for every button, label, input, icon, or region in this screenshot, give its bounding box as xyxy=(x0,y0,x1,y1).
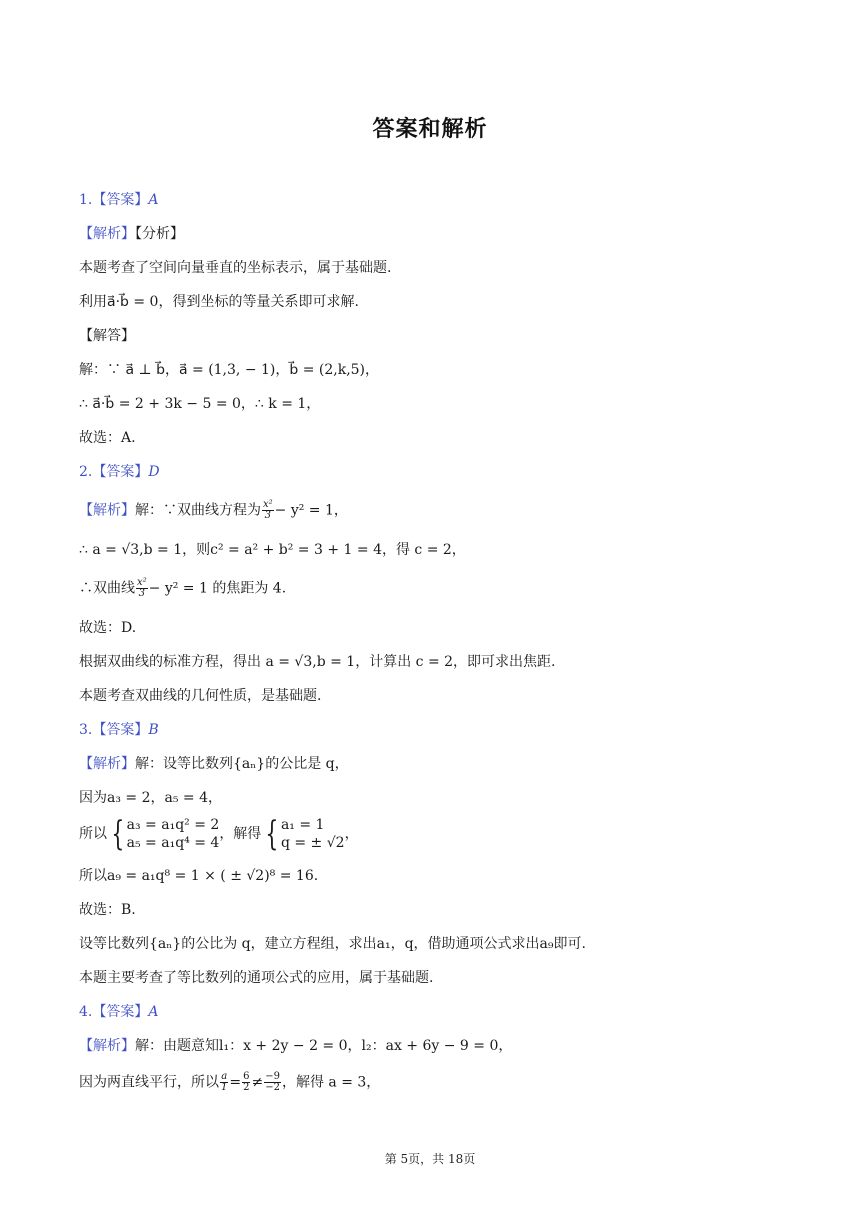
q2-analysis-line xyxy=(79,500,348,521)
text-line: 根据双曲线的标准方程，得出 a = √3,b = 1，计算出 c = 2，即可求出焦距. xyxy=(79,654,556,670)
analysis-tag: 【解析】 xyxy=(79,226,135,242)
text-segment: 所以 xyxy=(79,826,107,842)
text-line: 所以a₉ = a₁q⁸ = 1 × ( ± √2)⁸ = 16. xyxy=(79,868,319,884)
analysis-tag: 【解析】 xyxy=(79,502,135,519)
system-row: a₅ = a₁q⁴ = 4 xyxy=(126,835,220,851)
analysis-tag: 【解析】 xyxy=(79,1038,135,1054)
equation-system-line xyxy=(79,816,359,852)
page-title: 答案和解析 xyxy=(372,117,488,142)
answer-value: D xyxy=(148,464,160,480)
answer-value: A xyxy=(148,192,159,208)
text-segment: 解：设等比数列{aₙ}的公比是 q， xyxy=(135,756,349,772)
left-brace: { xyxy=(265,814,279,854)
text-line-frac xyxy=(79,1072,380,1093)
equals-sign: = xyxy=(229,1074,242,1091)
equation-system xyxy=(281,816,345,852)
answer-value: B xyxy=(148,722,159,738)
question-number: 4. xyxy=(79,1004,93,1020)
q4-analysis-line xyxy=(79,1036,512,1056)
fraction-denominator: −2 xyxy=(265,1082,280,1093)
fraction-denominator: 2 xyxy=(243,1082,250,1093)
text-line: ∴ a = √3,b = 1，则c² = a² + b² = 3 + 1 = 4，得 c = 2， xyxy=(79,542,466,558)
text-line: 因为a₃ = 2，a₅ = 4， xyxy=(79,790,222,806)
fraction-numerator: 6 xyxy=(243,1071,250,1082)
fraction xyxy=(136,578,148,599)
text-line: 故选：A. xyxy=(79,430,136,446)
page-footer: 第 5页，共 18页 xyxy=(384,1152,476,1166)
not-equal-sign: ≠ xyxy=(251,1074,264,1091)
fenxi-tag: 【分析】 xyxy=(135,226,184,242)
fraction-numerator: a xyxy=(221,1071,228,1082)
system-row: a₃ = a₁q² = 2 xyxy=(126,817,220,833)
text-line: ∴ a⃗·b⃗ = 2 + 3k − 5 = 0，∴ k = 1， xyxy=(79,396,321,412)
left-brace: { xyxy=(111,814,125,854)
q3-analysis-line xyxy=(79,754,349,774)
answer-tag: 【答案】 xyxy=(92,192,149,208)
fraction-numerator: x² xyxy=(137,577,147,588)
fraction-denominator: 3 xyxy=(138,588,146,599)
answer-tag: 【答案】 xyxy=(92,722,149,738)
text-segment: ∴双曲线 xyxy=(79,580,135,597)
equation-system xyxy=(127,816,220,852)
text-line: 本题考查双曲线的几何性质，是基础题. xyxy=(79,688,322,704)
answer-value: A xyxy=(148,1004,159,1020)
answer-tag: 【答案】 xyxy=(92,1004,149,1020)
text-line: 设等比数列{aₙ}的公比为 q，建立方程组，求出a₁，q，借助通项公式求出a₉即可. xyxy=(79,936,586,952)
question-number: 3. xyxy=(79,722,93,738)
answer-tag: 【答案】 xyxy=(92,464,149,480)
fraction xyxy=(262,500,274,521)
text-line: 本题考查了空间向量垂直的坐标表示，属于基础题. xyxy=(79,260,392,276)
text-segment: 解：由题意知l₁：x + 2y − 2 = 0，l₂：ax + 6y − 9 = 0， xyxy=(135,1038,513,1054)
fraction-numerator: x² xyxy=(263,499,273,510)
fraction-denominator: 1 xyxy=(221,1082,228,1093)
text-line: 故选：D. xyxy=(79,620,137,636)
text-line: 利用a⃗·b⃗ = 0，得到坐标的等量关系即可求解. xyxy=(79,294,359,310)
text-line: 故选：B. xyxy=(79,902,136,918)
q1-answer-line xyxy=(79,190,158,210)
fraction xyxy=(264,1072,281,1093)
text-segment: 解：∵双曲线方程为 xyxy=(135,502,261,519)
system-row: a₁ = 1 xyxy=(280,817,325,833)
q2-answer-line xyxy=(79,462,160,482)
q3-answer-line xyxy=(79,720,159,740)
text-segment: ， xyxy=(344,826,359,842)
system-row: q = ± √2 xyxy=(280,835,345,851)
fraction xyxy=(242,1072,250,1093)
text-line-frac xyxy=(79,578,286,599)
q1-analysis-header xyxy=(79,224,184,244)
text-line: 本题主要考查了等比数列的通项公式的应用，属于基础题. xyxy=(79,970,434,986)
text-segment: ，解得 xyxy=(219,826,262,842)
analysis-tag: 【解析】 xyxy=(79,756,135,772)
text-segment: 因为两直线平行，所以 xyxy=(79,1074,219,1091)
question-number: 2. xyxy=(79,464,93,480)
jieda-tag: 【解答】 xyxy=(79,328,135,344)
question-number: 1. xyxy=(79,192,93,208)
fraction-numerator: −9 xyxy=(265,1071,280,1082)
q4-answer-line xyxy=(79,1002,158,1022)
text-segment: ，解得 a = 3， xyxy=(281,1074,381,1091)
text-segment: − y² = 1， xyxy=(274,502,348,519)
text-segment: − y² = 1 的焦距为 4. xyxy=(148,580,287,597)
fraction-denominator: 3 xyxy=(264,510,272,521)
fraction xyxy=(220,1072,228,1093)
text-line: 解：∵ a⃗ ⊥ b⃗，a⃗ = (1,3, − 1)，b⃗ = (2,k,5)， xyxy=(79,362,380,378)
